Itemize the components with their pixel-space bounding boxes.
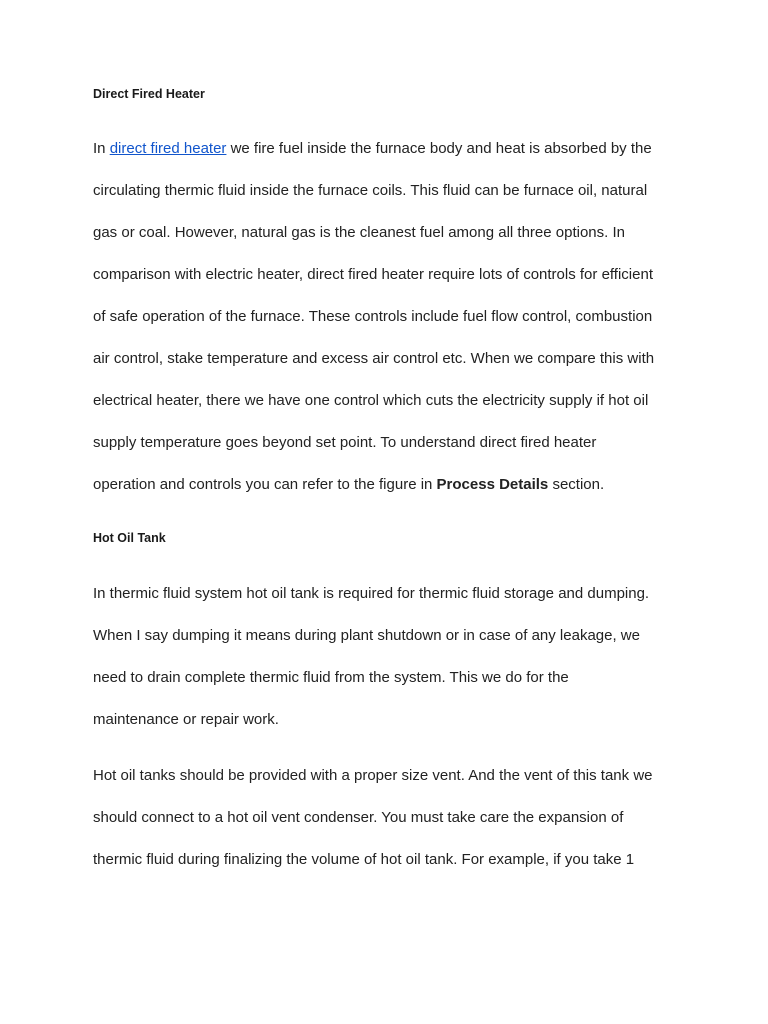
section-heading-hot-oil-tank: Hot Oil Tank <box>93 531 166 545</box>
paragraph-line <box>93 128 654 170</box>
paragraph-lead-text: In <box>93 140 110 157</box>
paragraph-text: operation and controls you can refer to the figure in <box>93 476 437 493</box>
section-heading-direct-fired-heater: Direct Fired Heater <box>93 87 205 101</box>
paragraph-line: When I say dumping it means during plant shutdown or in case of any leakage, we <box>93 627 640 644</box>
paragraph-line: supply temperature goes beyond set point. To understand direct fired heater <box>93 434 597 451</box>
paragraph-line: In thermic fluid system hot oil tank is required for thermic fluid storage and dumping. <box>93 585 650 602</box>
paragraph-hot-oil-tank-1 <box>93 573 649 741</box>
paragraph-line: should connect to a hot oil vent condenser. You must take care the expansion of <box>93 809 624 826</box>
paragraph-text: section. <box>548 476 605 493</box>
paragraph-line: comparison with electric heater, direct fired heater require lots of controls for efficient <box>93 266 653 283</box>
paragraph-line <box>93 464 654 506</box>
paragraph-line: electrical heater, there we have one control which cuts the electricity supply if hot oil <box>93 392 649 409</box>
paragraph-line: need to drain complete thermic fluid from the system. This we do for the <box>93 669 569 686</box>
paragraph-line: thermic fluid during finalizing the volume of hot oil tank. For example, if you take 1 <box>93 851 635 868</box>
paragraph-line: air control, stake temperature and excess air control etc. When we compare this with <box>93 350 655 367</box>
paragraph-direct-fired-heater <box>93 128 654 506</box>
paragraph-line: Hot oil tanks should be provided with a proper size vent. And the vent of this tank we <box>93 767 653 784</box>
paragraph-line: circulating thermic fluid inside the furnace coils. This fluid can be furnace oil, natural <box>93 182 648 199</box>
paragraph-hot-oil-tank-2 <box>93 755 653 881</box>
paragraph-line: maintenance or repair work. <box>93 711 279 728</box>
direct-fired-heater-link[interactable]: direct fired heater <box>109 140 227 157</box>
paragraph-line: gas or coal. However, natural gas is the cleanest fuel among all three options. In <box>93 224 625 241</box>
paragraph-line: of safe operation of the furnace. These controls include fuel flow control, combustion <box>93 308 653 325</box>
process-details-reference: Process Details <box>436 476 549 493</box>
paragraph-text: we fire fuel inside the furnace body and heat is absorbed by the <box>226 140 652 157</box>
